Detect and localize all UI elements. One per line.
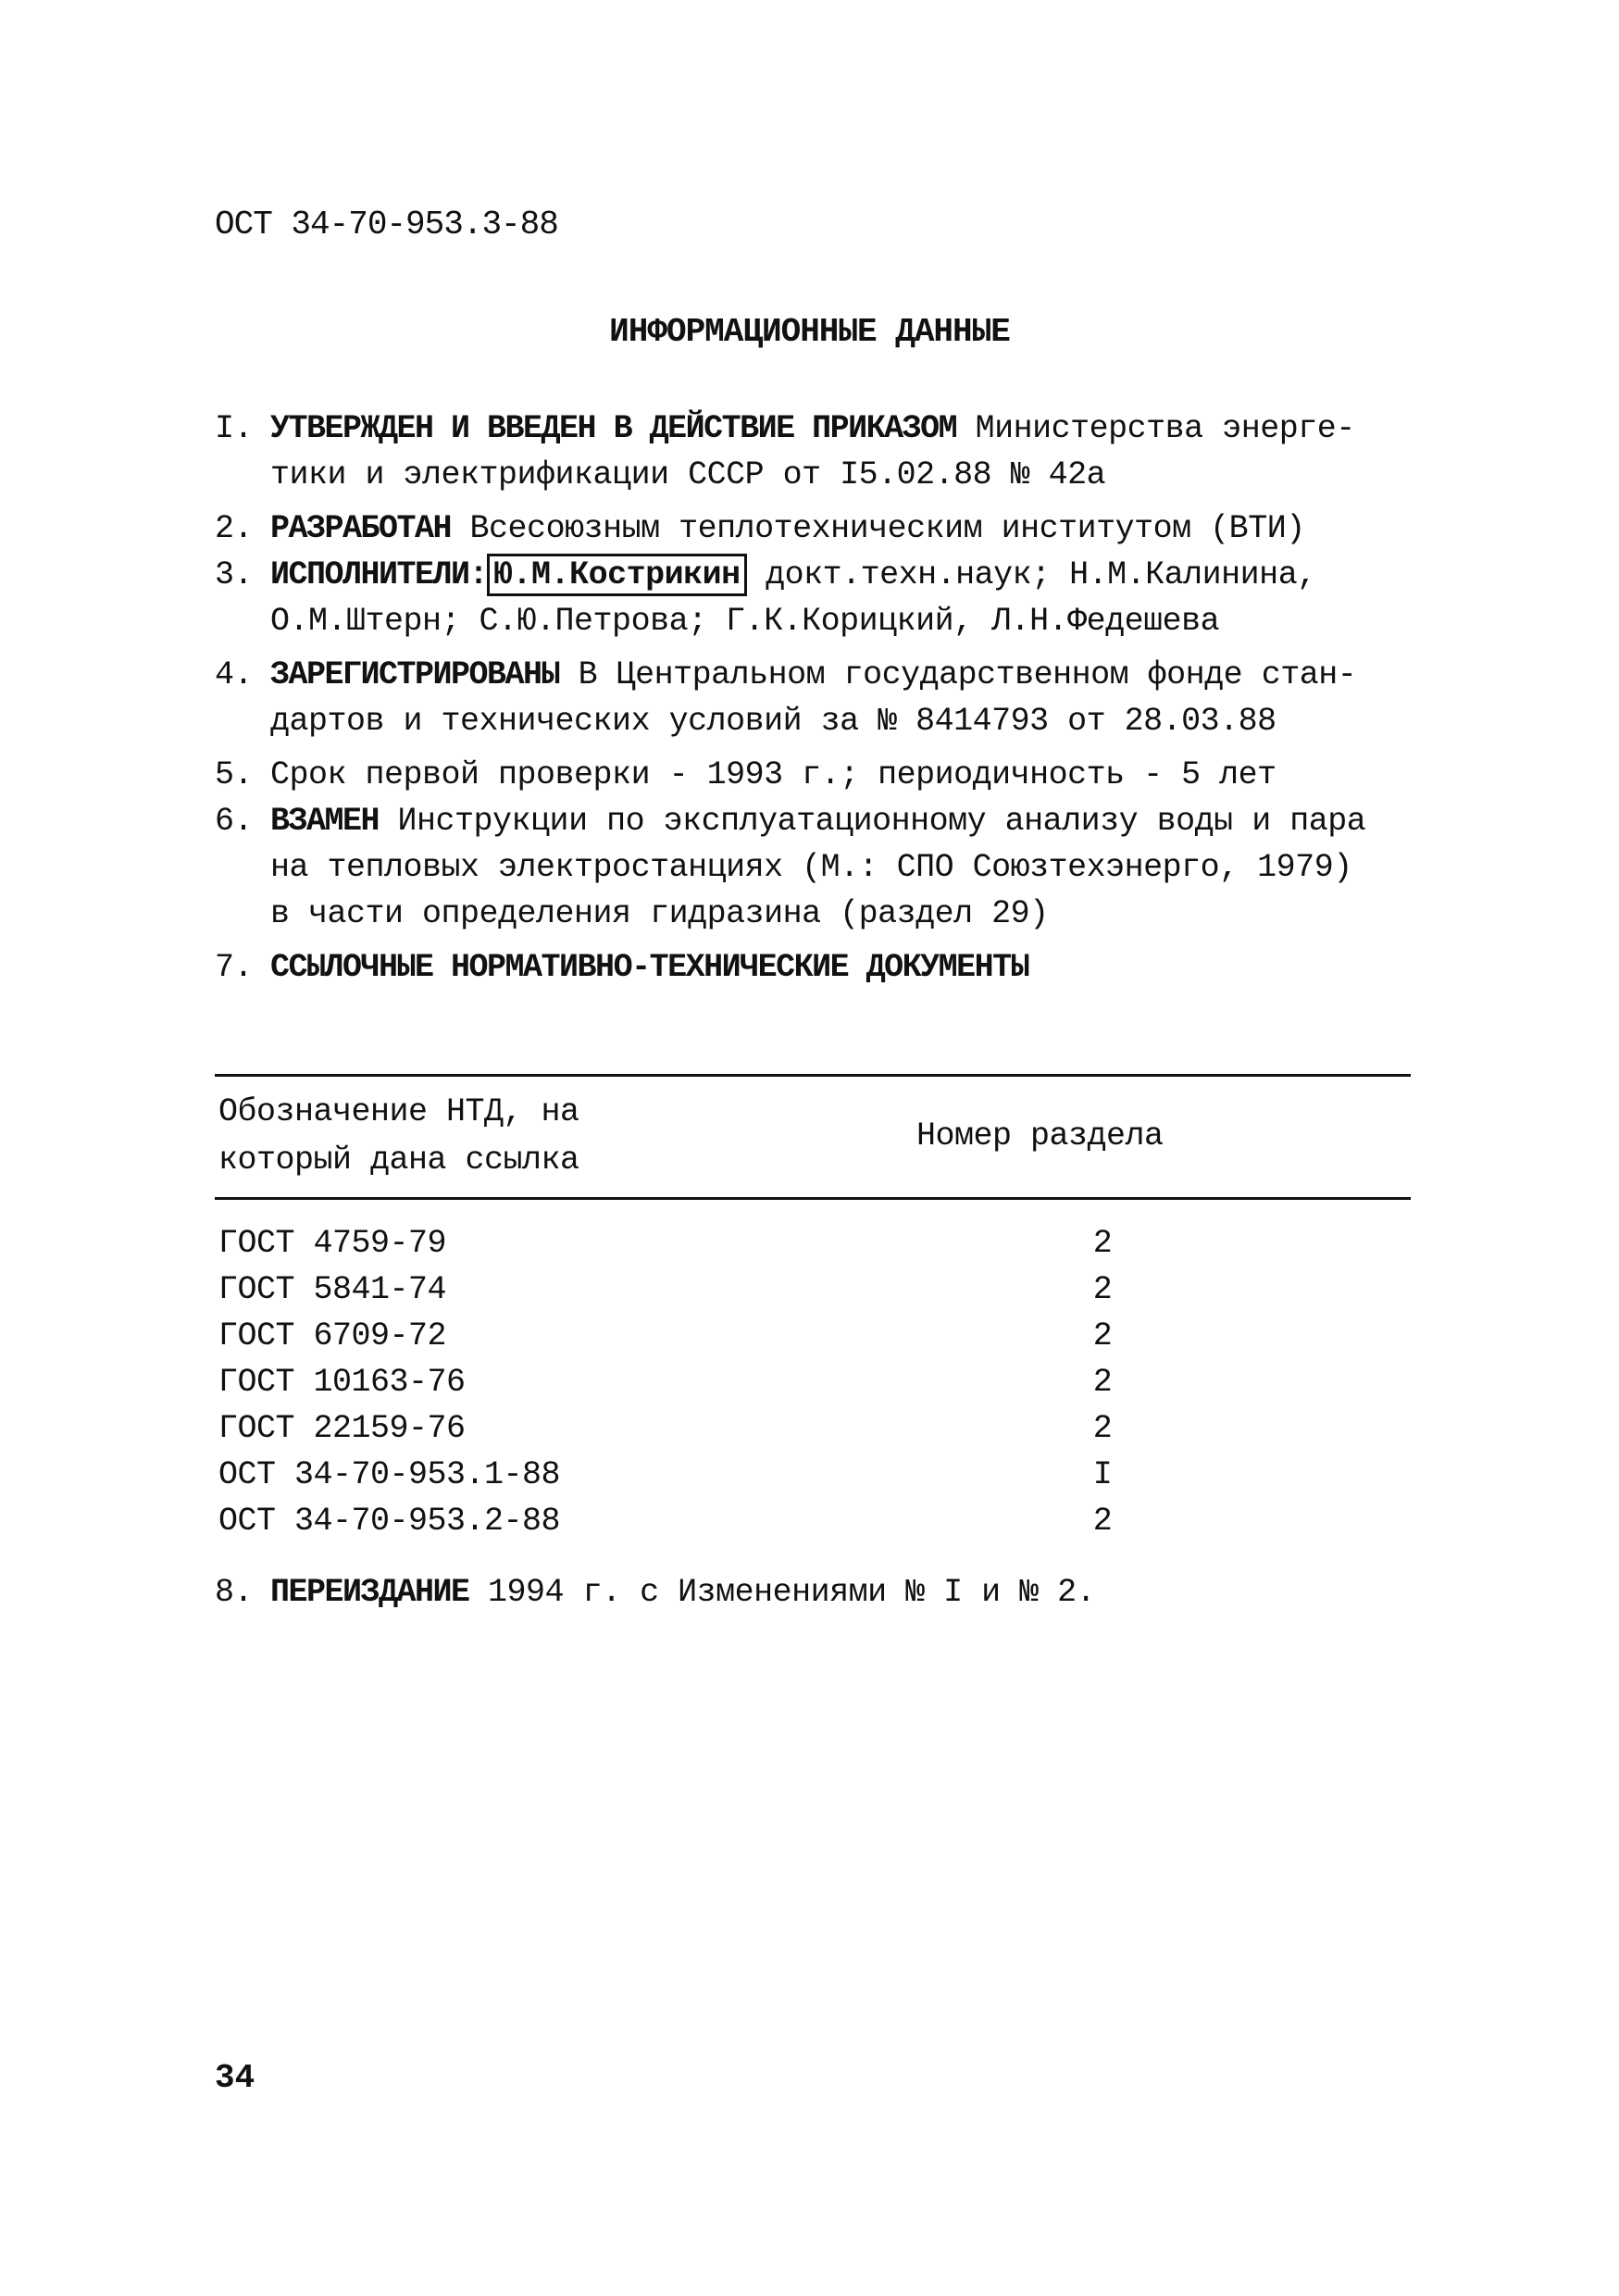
table-row bbox=[215, 1313, 1411, 1359]
item-number: 8. bbox=[215, 1574, 254, 1611]
table-row bbox=[215, 1359, 1411, 1405]
cell-section: 2 bbox=[1092, 1317, 1113, 1354]
info-items-list bbox=[215, 406, 1418, 991]
item-text: Инструкции по эксплуатационному анализу воды и пара на тепловых электростанциях (М.: СПО Союзтехэнерго, 1979) в части определения гидразина (раздел 29) bbox=[270, 803, 1366, 932]
item-heading: ЗАРЕГИСТРИРОВАНЫ bbox=[270, 656, 560, 693]
item-text-block bbox=[270, 752, 1418, 798]
cell-document: ОСТ 34-70-953.1-88 bbox=[218, 1456, 561, 1493]
item-number: 2. bbox=[215, 510, 254, 547]
table-row bbox=[215, 1452, 1411, 1498]
document-code: ОСТ 34-70-953.3-88 bbox=[215, 206, 558, 243]
page-number: 34 bbox=[215, 2059, 255, 2097]
item-text: Срок первой проверки - 1993 г.; периодичность - 5 лет bbox=[270, 756, 1277, 793]
item-number: 4. bbox=[215, 656, 254, 693]
info-item-7 bbox=[215, 944, 1418, 991]
cell-section: 2 bbox=[1092, 1225, 1113, 1262]
info-item-8 bbox=[215, 1574, 1095, 1611]
item-heading: ПЕРЕИЗДАНИЕ bbox=[270, 1574, 469, 1611]
table-row bbox=[215, 1498, 1411, 1544]
item-number: 7. bbox=[215, 949, 254, 986]
boxed-name: Ю.М.Кострикин bbox=[487, 554, 747, 596]
item-heading: РАЗРАБОТАН bbox=[270, 510, 452, 547]
item-text-block bbox=[270, 505, 1418, 552]
cell-document: ОСТ 34-70-953.2-88 bbox=[218, 1503, 561, 1540]
cell-document: ГОСТ 6709-72 bbox=[218, 1317, 447, 1354]
table-row bbox=[215, 1405, 1411, 1452]
item-text-block bbox=[270, 944, 1418, 991]
cell-section: I bbox=[1092, 1456, 1113, 1493]
item-heading: УТВЕРЖДЕН И ВВЕДЕН В ДЕЙСТВИЕ ПРИКАЗОМ bbox=[270, 410, 957, 447]
info-item-1 bbox=[215, 406, 1418, 498]
cell-document: ГОСТ 5841-74 bbox=[218, 1271, 447, 1308]
cell-document: ГОСТ 22159-76 bbox=[218, 1410, 466, 1447]
item-heading: ИСПОЛНИТЕЛИ: bbox=[270, 556, 488, 593]
item-heading: ВЗАМЕН bbox=[270, 803, 380, 840]
item-text-block bbox=[270, 798, 1418, 937]
cell-document: ГОСТ 4759-79 bbox=[218, 1225, 447, 1262]
item-text-block bbox=[270, 1574, 1095, 1611]
info-item-4 bbox=[215, 652, 1418, 744]
item-number: 5. bbox=[215, 756, 254, 793]
item-number: 3. bbox=[215, 556, 254, 593]
table-row bbox=[215, 1220, 1411, 1267]
item-text: 1994 г. с Изменениями № I и № 2. bbox=[468, 1574, 1096, 1611]
info-item-6 bbox=[215, 798, 1418, 937]
item-text: Всесоюзным теплотехническим институтом (ВТИ) bbox=[451, 510, 1305, 547]
cell-section: 2 bbox=[1092, 1364, 1113, 1401]
item-text: В Центральном государственном фонде стан- дартов и технических условий за № 8414793 от 28.03.88 bbox=[270, 656, 1357, 740]
cell-section: 2 bbox=[1092, 1503, 1113, 1540]
info-item-3 bbox=[215, 552, 1418, 644]
item-number: 6. bbox=[215, 803, 254, 840]
info-item-2 bbox=[215, 505, 1418, 552]
cell-document: ГОСТ 10163-76 bbox=[218, 1364, 466, 1401]
item-heading: ССЫЛОЧНЫЕ НОРМАТИВНО-ТЕХНИЧЕСКИЕ ДОКУМЕНТЫ bbox=[270, 949, 1029, 986]
item-text: Министерства энерге- тики и электрификации СССР от I5.02.88 № 42а bbox=[270, 410, 1355, 493]
info-item-5 bbox=[215, 752, 1418, 798]
item-text-block bbox=[270, 552, 1418, 644]
column-header-section: Номер раздела bbox=[916, 1117, 1164, 1154]
references-table bbox=[215, 1074, 1411, 1544]
column-header-document: Обозначение НТД, на который дана ссылка bbox=[218, 1093, 579, 1179]
table-body bbox=[215, 1200, 1411, 1544]
item-text-block bbox=[270, 406, 1418, 498]
cell-section: 2 bbox=[1092, 1271, 1113, 1308]
item-number: I. bbox=[215, 410, 254, 447]
table-row bbox=[215, 1267, 1411, 1313]
item-text: докт.техн.наук; Н.М.Калинина, О.М.Штерн; С.Ю.Петрова; Г.К.Корицкий, Л.Н.Федешева bbox=[270, 556, 1316, 640]
item-text-block bbox=[270, 652, 1418, 744]
page-title: ИНФОРМАЦИОННЫЕ ДАННЫЕ bbox=[609, 313, 1010, 351]
cell-section: 2 bbox=[1092, 1410, 1113, 1447]
table-header bbox=[215, 1077, 1411, 1197]
